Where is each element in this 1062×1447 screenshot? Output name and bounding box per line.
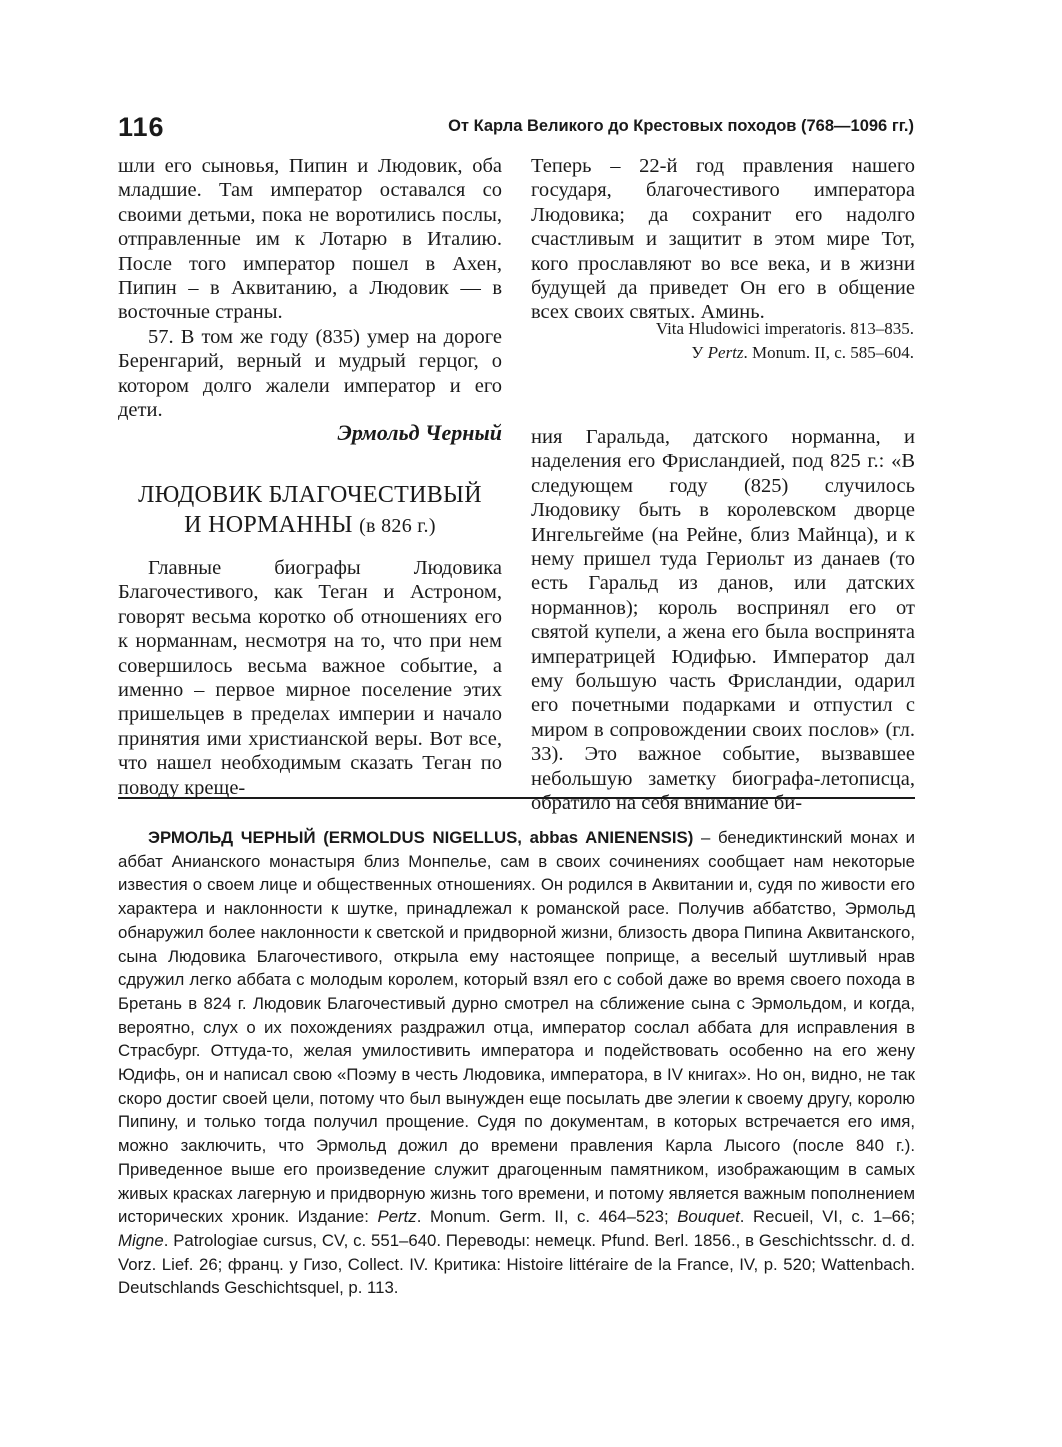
footnote-rule	[118, 797, 915, 799]
title-year: (в 826 г.)	[359, 515, 436, 537]
paragraph: 57. В том же году (835) умер на дороге Беренгарий, верный и мудрый герцог, о котором долго жалели император и его дети.	[118, 325, 502, 422]
chapter-author: Эрмольд Черный	[337, 420, 502, 445]
paragraph: Теперь – 22-й год правления нашего государя, благочестивого императора Людовика; да сохранит его надолго счастливым и защитит в этом мире Тот, кого прославляют во все века, и в жизни будущей да приведет Он его в общение всех своих святых. Аминь.	[531, 155, 915, 324]
footnote	[118, 826, 915, 1300]
right-column-section1	[531, 154, 915, 325]
left-column-section1	[118, 154, 502, 422]
source-author: Pertz	[707, 343, 744, 362]
source-citation	[656, 317, 914, 365]
running-head: От Карла Великого до Крестовых походов (768—1096 гг.)	[448, 117, 914, 135]
source-line: Vita Hludowici imperatoris. 813–835.	[655, 319, 914, 338]
source-line: У Pertz. Monum. II, c. 585–604.	[691, 343, 914, 362]
paragraph: шли его сыновья, Пипин и Людовик, оба младшие. Там император оставался со своими детьми, пока не воротились послы, отправленные им к Лотарю в Италию. После того император пошел в Ахен, Пипин – в Аквитанию, а Людовик — в восточные страны.	[118, 155, 502, 324]
footnote-name: ЭРМОЛЬД ЧЕРНЫЙ (ERMOLDUS NIGELLUS, abbas ANIENENSIS)	[148, 828, 694, 847]
footnote-paragraph: ЭРМОЛЬД ЧЕРНЫЙ (ERMOLDUS NIGELLUS, abbas ANIENENSIS) – бенедиктинский монах и аббат Анианского монастыря близ Монпелье, сам в своих сочинениях сообщает нам некоторые известия о своем лице и общественных отношениях. Он родился в Аквитании и, судя по живости его характера и наклонности к шутке, принадлежал к романской расе. Получив аббатство, Эрмольд обнаружил более наклонности к светской и придворной жизни, близость двора Пипина Аквитанского, сына Людовика Благочестивого, открыла ему настоящее поприще, а веселый шутливый нрав сдружил легко аббата с молодым королем, который взял его с собой даже во время своего похода в Бретань в 824 г. Людовик Благочестивый дурно смотрел на сближение сына с Эрмольдом, и когда, вероятно, слух о их похождениях раздражил отца, император сослал аббата для исправления в Страсбург. Оттуда-то, желая умилостивить императора и подействовать особенно на его жену Юдифь, он и написал свою «Поэму в честь Людовика, императора, в IV книгах». Но он, видно, не так скоро достиг своей цели, потому что был вынужден еще посылать две элегии к своему другу, королю Пипину, и только тогда получил прощение. Судя по документам, в которых встречается его имя, можно заключить, что Эрмольд дожил до времени правления Карла Лысого (после 840 г.). Приведенное выше его произведение служит драгоценным памятником, изображающим в самых живых красках лагерную и придворную жизнь того времени, и потому является важным пополнением исторических хроник. Издание: Pertz. Monum. Germ. II, c. 464–523; Bouquet. Recueil, VI, c. 1–66; Migne. Patrologiae cursus, CV, c. 551–640. Переводы: немецк. Pfund. Berl. 1856., в Geschichtsschr. d. d. Vorz. Lief. 26; франц. у Гизо, Collect. IV. Критика: Histoire littéraire de la France, IV, p. 520; Wattenbach. Deutschlands Geschichtsquel, p. 113.	[118, 828, 915, 1298]
right-column-section2	[531, 425, 915, 816]
paragraph: Главные биографы Людовика Благочестивого, как Теган и Астроном, говорят весьма коротко об отношениях его к норманнам, несмотря на то, что при нем совершилось весьма важное событие, а именно – первое мирное поселение этих пришельцев в пределах империи и начало принятия ими христианской веры. Вот все, что нашел необходимым сказать Теган по поводу креще-	[118, 557, 502, 799]
chapter-title	[118, 480, 502, 541]
title-line: И НОРМАННЫ (в 826 г.)	[184, 512, 436, 538]
title-line: ЛЮДОВИК БЛАГОЧЕСТИВЫЙ	[138, 482, 482, 508]
page-number: 116	[118, 112, 165, 142]
paragraph: ния Гаральда, датского норманна, и наделения его Фрисландией, под 825 г.: «В следующем году (825) случилось Людовику быть в королевском дворце Ингельгейме (на Рейне, близ Майнца), и к нему пришел туда Гериольт из данаев (то есть Гаральд из данов, или датских норманнов); король воспринял его от святой купели, а жена его была воспринята императрицей Юдифью. Император дал ему большую часть Фрисландии, одарил его почетными подарками и отпустил с миром в сопровождении своих послов» (гл. 33). Это важное событие, вызвавшее небольшую заметку биографа-летописца, обратило на себя внимание би-	[531, 426, 915, 815]
left-column-section2	[118, 556, 502, 800]
